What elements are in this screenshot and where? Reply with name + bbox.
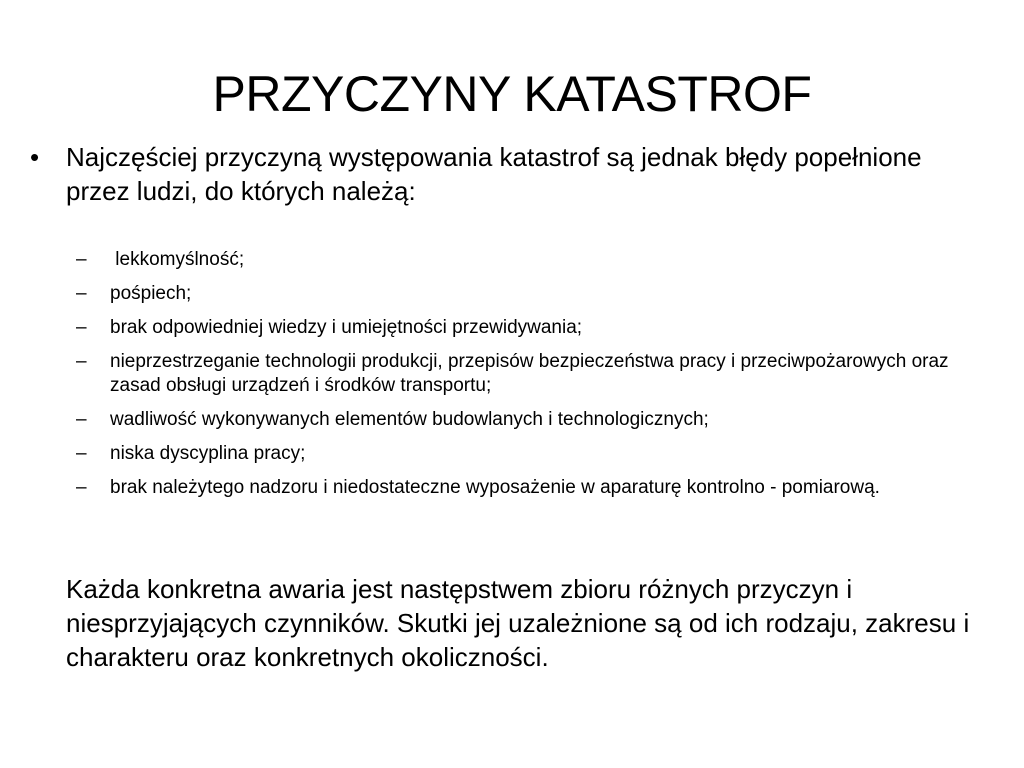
dash-icon: –: [76, 443, 87, 464]
bullet-dot-icon: •: [30, 142, 40, 172]
list-item: [0, 476, 990, 500]
list-item-text: lekkomyślność;: [110, 249, 245, 270]
list-item-text: wadliwość wykonywanych elementów budowlanych i technologicznych;: [110, 409, 709, 430]
list-item: [0, 350, 990, 398]
dash-icon: –: [76, 409, 87, 430]
list-item-text: niska dyscyplina pracy;: [110, 443, 306, 464]
dash-icon: –: [76, 477, 87, 498]
list-item-text: nieprzestrzeganie technologii produkcji, przepisów bezpieczeństwa pracy i przeciwpożarowych oraz zasad obsługi urządzeń i środków transportu;: [110, 351, 949, 396]
list-item: [0, 248, 990, 272]
main-bullet-text: Najczęściej przyczyną występowania katastrof są jednak błędy popełnione przez ludzi, do których należą:: [66, 142, 922, 206]
list-item: [0, 282, 990, 306]
list-item: [0, 316, 990, 340]
dash-icon: –: [76, 283, 87, 304]
sub-bullet-list: [0, 248, 1024, 510]
list-item-text: brak odpowiedniej wiedzy i umiejętności przewidywania;: [110, 317, 583, 338]
dash-icon: –: [76, 317, 87, 338]
summary-paragraph: Każda konkretna awaria jest następstwem zbioru różnych przyczyn i niesprzyjających czynników. Skutki jej uzależnione są od ich rodzaju, zakresu i charakteru oraz konkretnych okoliczności.: [66, 574, 970, 672]
list-item: [0, 442, 990, 466]
dash-icon: –: [76, 249, 87, 270]
list-item: [0, 408, 990, 432]
list-item-text: pośpiech;: [110, 283, 192, 304]
list-item-text: brak należytego nadzoru i niedostateczne wyposażenie w aparaturę kontrolno - pomiarową.: [110, 477, 880, 498]
slide-title: PRZYCZYNY KATASTROF: [212, 66, 812, 122]
dash-icon: –: [76, 351, 87, 372]
